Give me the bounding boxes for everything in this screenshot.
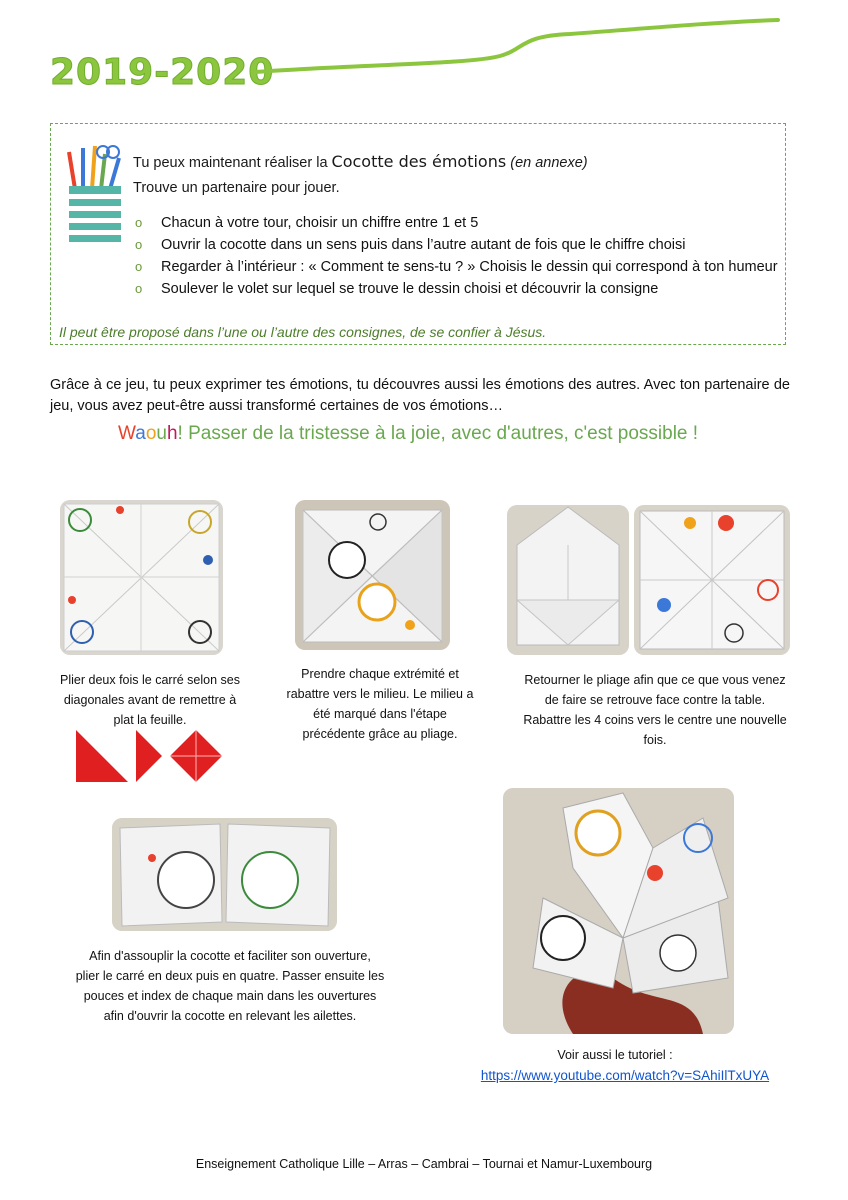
list-item: o Ouvrir la cocotte dans un sens puis dans l’autre autant de fois que le chiffre choisi [135,237,686,253]
waouh-letter: h [166,423,178,444]
page-footer: Enseignement Catholique Lille – Arras – Cambrai – Tournai et Namur-Luxembourg [195,1157,653,1171]
photo-step3-front [634,505,790,655]
photo-step2 [295,500,450,650]
caption-step1: Plier deux fois le carré selon ses diagonales avant de remettre à plat la feuille. [60,673,240,727]
activity-intro-before: Tu peux maintenant réaliser la [133,155,328,171]
bullet-circle-icon: o [135,215,143,230]
list-item: o Regarder à l’intérieur : « Comment te sens-tu ? » Choisis le dessin qui correspond à ton humeur [135,259,778,275]
waouh-letter: o [145,423,157,444]
tutorial-label: Voir aussi le tutoriel : [557,1048,673,1062]
list-item: o Soulever le volet sur lequel se trouve le dessin choisi et découvrir la consigne [135,281,659,297]
tutorial-caption [480,1045,750,1065]
activity-intro-title: Cocotte des émotions [331,152,507,171]
photo-finished-cocotte [503,788,734,1034]
waouh-letter: W [118,423,136,444]
intro-paragraph: Grâce à ce jeu, tu peux exprimer tes émotions, tu découvres aussi les émotions des autres. Avec ton partenaire de jeu, vous avez peut-être aussi transformé certaines de vos émotions… [50,377,790,414]
fold-arrow-icon [136,730,162,782]
photo-step3-back [507,505,629,655]
bullet-circle-icon: o [135,281,143,296]
fold-diamond-icon [170,730,222,782]
tutorial-link[interactable]: https://www.youtube.com/watch?v=SAhiIlTxUYA [480,1068,770,1083]
tutorial-link-wrap [440,1066,810,1086]
bullet-circle-icon: o [135,237,143,252]
pencil-cup-icon [65,144,125,249]
page-year: 2019-2020 [50,52,275,93]
caption-step3: Retourner le pliage afin que ce que vous venez de faire se retrouve face contre la table. Rabattre les 4 coins vers le centre une nouvelle fois. [523,673,787,747]
bullet-circle-icon: o [135,259,143,274]
waouh-letter: ! [177,423,183,444]
caption-step4: Afin d'assouplir la cocotte et faciliter son ouverture, plier le carré en deux puis en quatre. Passer ensuite les pouces et index de chaque main dans les ouvertures afin d'ouvrir la cocotte en relevant les ailettes. [75,949,385,1023]
photo-step1 [60,500,223,655]
caption-step2: Prendre chaque extrémité et rabattre vers le milieu. Le milieu a été marqué dans l'étape précédente grâce au pliage. [286,667,474,741]
waouh-text: Passer de la tristesse à la joie, avec d'autres, c'est possible ! [188,423,699,444]
waouh-letter: a [135,423,146,444]
waouh-letter: u [156,423,167,444]
header-swoosh [250,14,790,84]
waouh-line [118,423,698,445]
activity-intro-after: (en annexe) [510,155,588,171]
activity-note: Il peut être proposé dans l’une ou l’autre des consignes, de se confier à Jésus. [59,324,547,340]
activity-partner: Trouve un partenaire pour jouer. [133,180,340,196]
list-item: o Chacun à votre tour, choisir un chiffre entre 1 et 5 [135,215,479,231]
photo-step4 [112,818,337,931]
fold-triangle-icon [76,730,128,782]
fold-diagram [74,728,226,784]
activity-intro [133,152,588,171]
activity-box [50,123,786,345]
